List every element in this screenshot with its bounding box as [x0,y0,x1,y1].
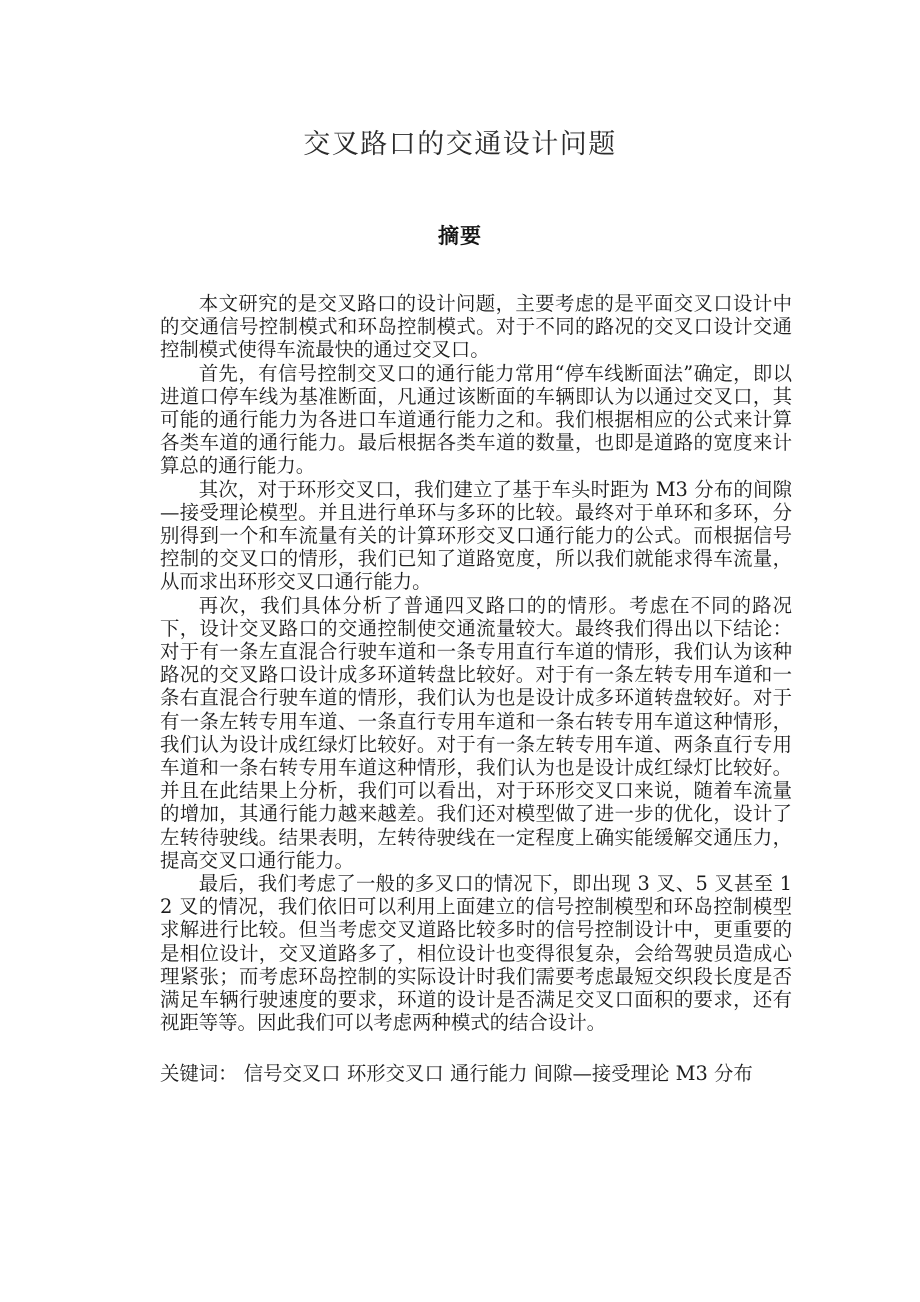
paragraph: 其次，对于环形交叉口，我们建立了基于车头时距为 M3 分布的间隙—接受理论模型。并且进行单环与多环的比较。最终对于单环和多环，分别得到一个和车流量有关的计算环形交叉口通行能力的公式。而根据信号控制的交叉口的情形，我们已知了道路宽度，所以我们就能求得车流量，从而求出环形交叉口通行能力。 [160,477,792,594]
keywords-line: 关键词： 信号交叉口 环形交叉口 通行能力 间隙—接受理论 M3 分布 [160,1062,753,1085]
paragraph: 再次，我们具体分析了普通四叉路口的的情形。考虑在不同的路况下，设计交叉路口的交通控制使交通流量较大。最终我们得出以下结论：对于有一条左直混合行驶车道和一条专用直行车道的情形，我们认为该种路况的交叉路口设计成多环道转盘比较好。对于有一条左转专用车道和一条右直混合行驶车道的情形，我们认为也是设计成多环道转盘较好。对于有一条左转专用车道、一条直行专用车道和一条右转专用车道这种情形，我们认为设计成红绿灯比较好。对于有一条左转专用车道、两条直行专用车道和一条右转专用车道这种情形，我们认为也是设计成红绿灯比较好。并且在此结果上分析，我们可以看出，对于环形交叉口来说，随着车流量的增加，其通行能力越来越差。我们还对模型做了进一步的优化，设计了左转待驶线。结果表明，左转待驶线在一定程度上确实能缓解交通压力，提高交叉口通行能力。 [160,593,792,872]
paragraph: 本文研究的是交叉路口的设计问题，主要考虑的是平面交叉口设计中的交通信号控制模式和环岛控制模式。对于不同的路况的交叉口设计交通控制模式使得车流最快的通过交叉口。 [160,292,792,362]
page-title: 交叉路口的交通设计问题 [303,129,617,160]
abstract-body [160,292,792,1035]
abstract-heading: 摘要 [438,225,482,249]
paragraph: 最后，我们考虑了一般的多叉口的情况下，即出现 3 叉、5 叉甚至 12 叉的情况，我们依旧可以利用上面建立的信号控制模型和环岛控制模型求解进行比较。但当考虑交叉道路比较多时的信号控制设计中，更重要的是相位设计，交叉道路多了，相位设计也变得很复杂，会给驾驶员造成心理紧张；而考虑环岛控制的实际设计时我们需要考虑最短交织段长度是否满足车辆行驶速度的要求，环道的设计是否满足交叉口面积的要求，还有视距等等。因此我们可以考虑两种模式的结合设计。 [160,872,792,1035]
paragraph: 首先，有信号控制交叉口的通行能力常用“停车线断面法”确定，即以进道口停车线为基准断面，凡通过该断面的车辆即认为以通过交叉口，其可能的通行能力为各进口车道通行能力之和。我们根据相应的公式来计算各类车道的通行能力。最后根据各类车道的数量，也即是道路的宽度来计算总的通行能力。 [160,361,792,478]
